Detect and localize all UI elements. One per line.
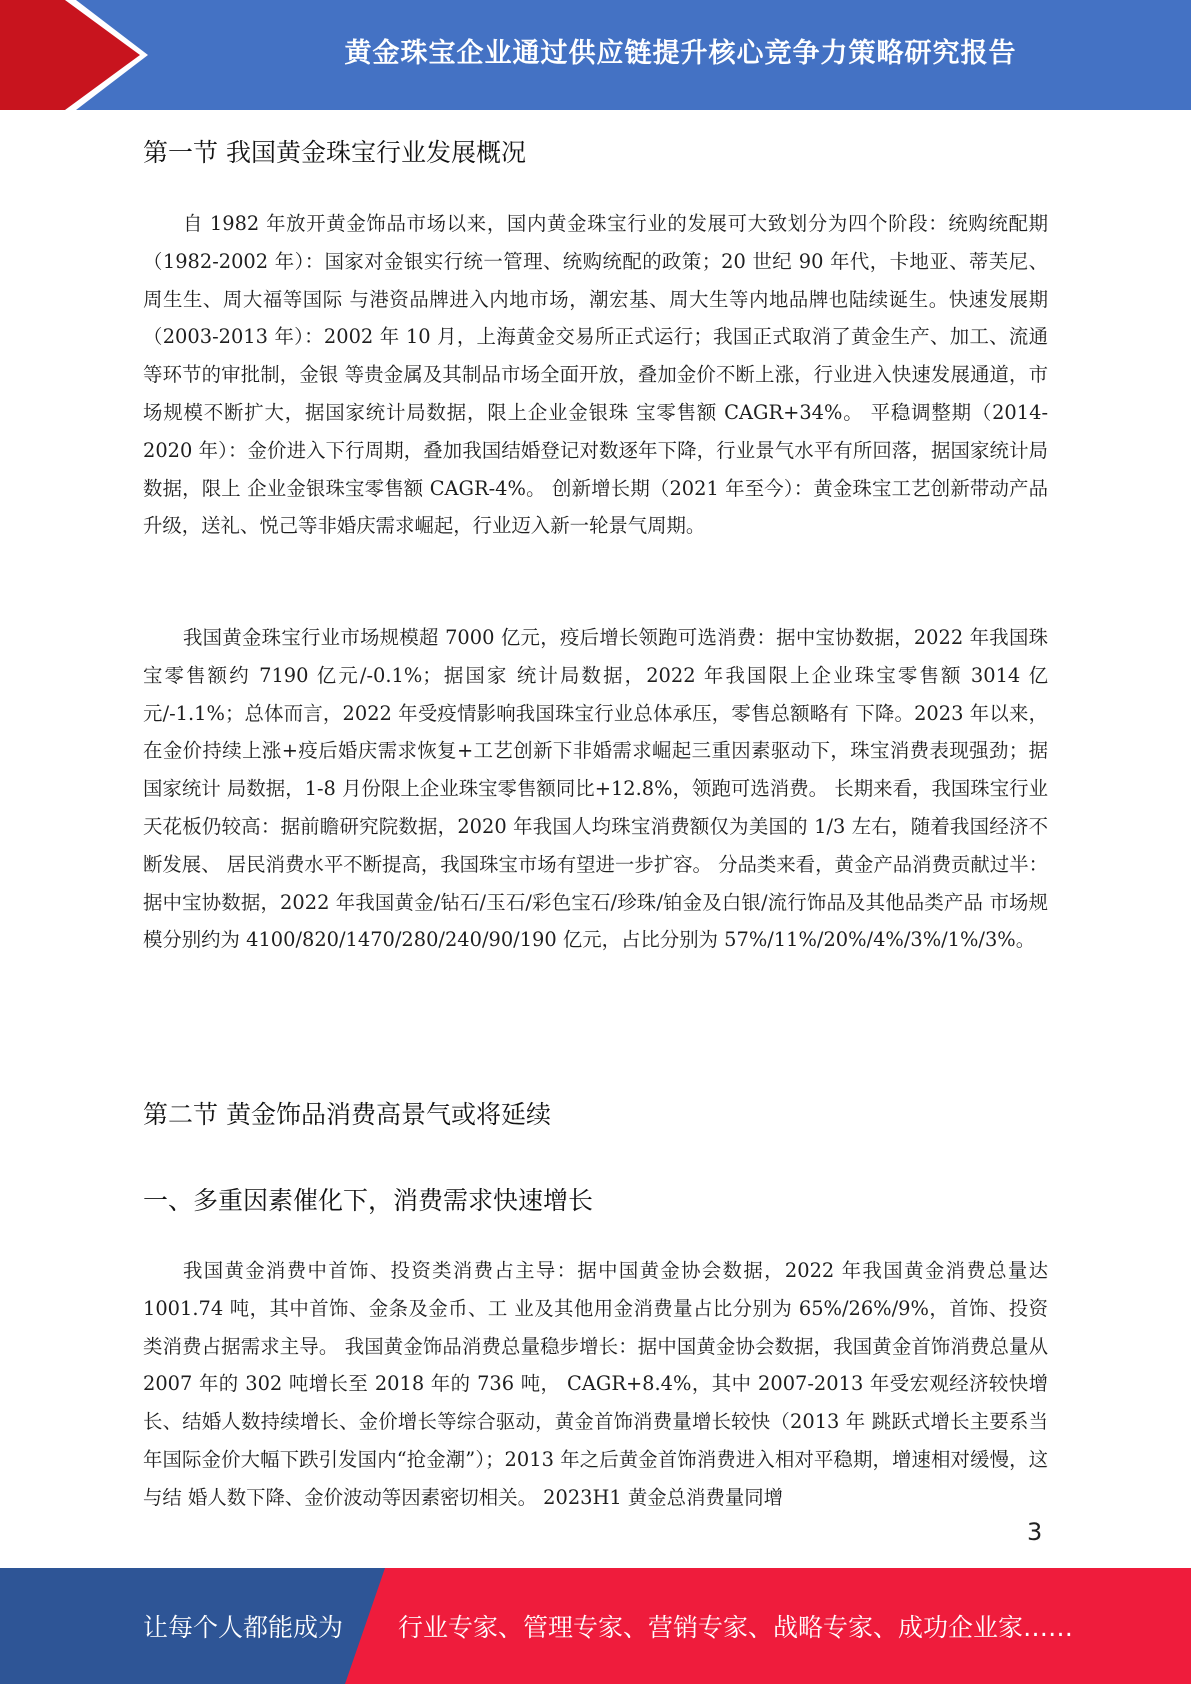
page-number: 3 bbox=[1027, 1518, 1043, 1546]
section-1-paragraph-1: 自 1982 年放开黄金饰品市场以来，国内黄金珠宝行业的发展可大致划分为四个阶段：统购统配期（1982-2002 年）：国家对金银实行统一管理、统购统配的政策；20 世纪 90 年代，卡地亚、蒂芙尼、周生生、周大福等国际 与港资品牌进入内地市场，潮宏基、周大生等内地品牌也陆续诞生。快速发展期（2003-2013 年）：2002 年 10 月，上海黄金交易所正式运行；我国正式取消了黄金生产、加工、流通等环节的审批制，金银 等贵金属及其制品市场全面开放，叠加金价不断上涨，行业进入快速发展通道，市场规模不断扩大，据国家统计局数据，限上企业金银珠 宝零售额 CAGR+34%。 平稳调整期（2014-2020 年）：金价进入下行周期，叠加我国结婚登记对数逐年下降，行业景气水平有所回落，据国家统计局数据，限上 企业金银珠宝零售额 CAGR-4%。 创新增长期（2021 年至今）：黄金珠宝工艺创新带动产品升级，送礼、悦己等非婚庆需求崛起，行业迈入新一轮景气周期。 bbox=[143, 212, 1048, 538]
section-1-heading: 第一节 我国黄金珠宝行业发展概况 bbox=[143, 138, 526, 167]
footer-slogan-left: 让每个人都能成为 bbox=[143, 1613, 344, 1642]
footer-slogan-right: 行业专家、管理专家、营销专家、战略专家、成功企业家…… bbox=[398, 1613, 1074, 1642]
report-title: 黄金珠宝企业通过供应链提升核心竞争力策略研究报告 bbox=[344, 37, 1017, 69]
section-1-paragraph-2: 我国黄金珠宝行业市场规模超 7000 亿元，疫后增长领跑可选消费：据中宝协数据，2022 年我国珠宝零售额约 7190 亿元/-0.1%；据国家 统计局数据，2022 年我国限上企业珠宝零售额 3014 亿元/-1.1%；总体而言，2022 年受疫情影响我国珠宝行业总体承压，零售总额略有 下降。2023 年以来，在金价持续上涨+疫后婚庆需求恢复+工艺创新下非婚需求崛起三重因素驱动下，珠宝消费表现强劲；据国家统计 局数据，1-8 月份限上企业珠宝零售额同比+12.8%，领跑可选消费。 长期来看，我国珠宝行业天花板仍较高：据前瞻研究院数据，2020 年我国人均珠宝消费额仅为美国的 1/3 左右，随着我国经济不断发展、 居民消费水平不断提高，我国珠宝市场有望进一步扩容。 分品类来看，黄金产品消费贡献过半：据中宝协数据，2022 年我国黄金/钻石/玉石/彩色宝石/珍珠/铂金及白银/流行饰品及其他品类产品 市场规模分别约为 4100/820/1470/280/240/90/190 亿元，占比分别为 57%/11%/20%/4%/3%/1%/3%。 bbox=[143, 626, 1048, 952]
section-2-subheading: 一、多重因素催化下，消费需求快速增长 bbox=[143, 1186, 594, 1215]
footer-banner bbox=[0, 1568, 1191, 1684]
red-chevron-icon bbox=[0, 0, 150, 110]
section-2-paragraph-1: 我国黄金消费中首饰、投资类消费占主导：据中国黄金协会数据，2022 年我国黄金消费总量达 1001.74 吨，其中首饰、金条及金币、工 业及其他用金消费量占比分别为 65%/26%/9%，首饰、投资类消费占据需求主导。 我国黄金饰品消费总量稳步增长：据中国黄金协会数据，我国黄金首饰消费总量从 2007 年的 302 吨增长至 2018 年的 736 吨， CAGR+8.4%，其中 2007-2013 年受宏观经济较快增长、结婚人数持续增长、金价增长等综合驱动，黄金首饰消费量增长较快（2013 年 跳跃式增长主要系当年国际金价大幅下跌引发国内“抢金潮”）；2013 年之后黄金首饰消费进入相对平稳期，增速相对缓慢，这与结 婚人数下降、金价波动等因素密切相关。 2023H1 黄金总消费量同增 bbox=[143, 1259, 1048, 1509]
header-banner bbox=[0, 0, 1191, 110]
section-2-heading: 第二节 黄金饰品消费高景气或将延续 bbox=[143, 1100, 551, 1129]
